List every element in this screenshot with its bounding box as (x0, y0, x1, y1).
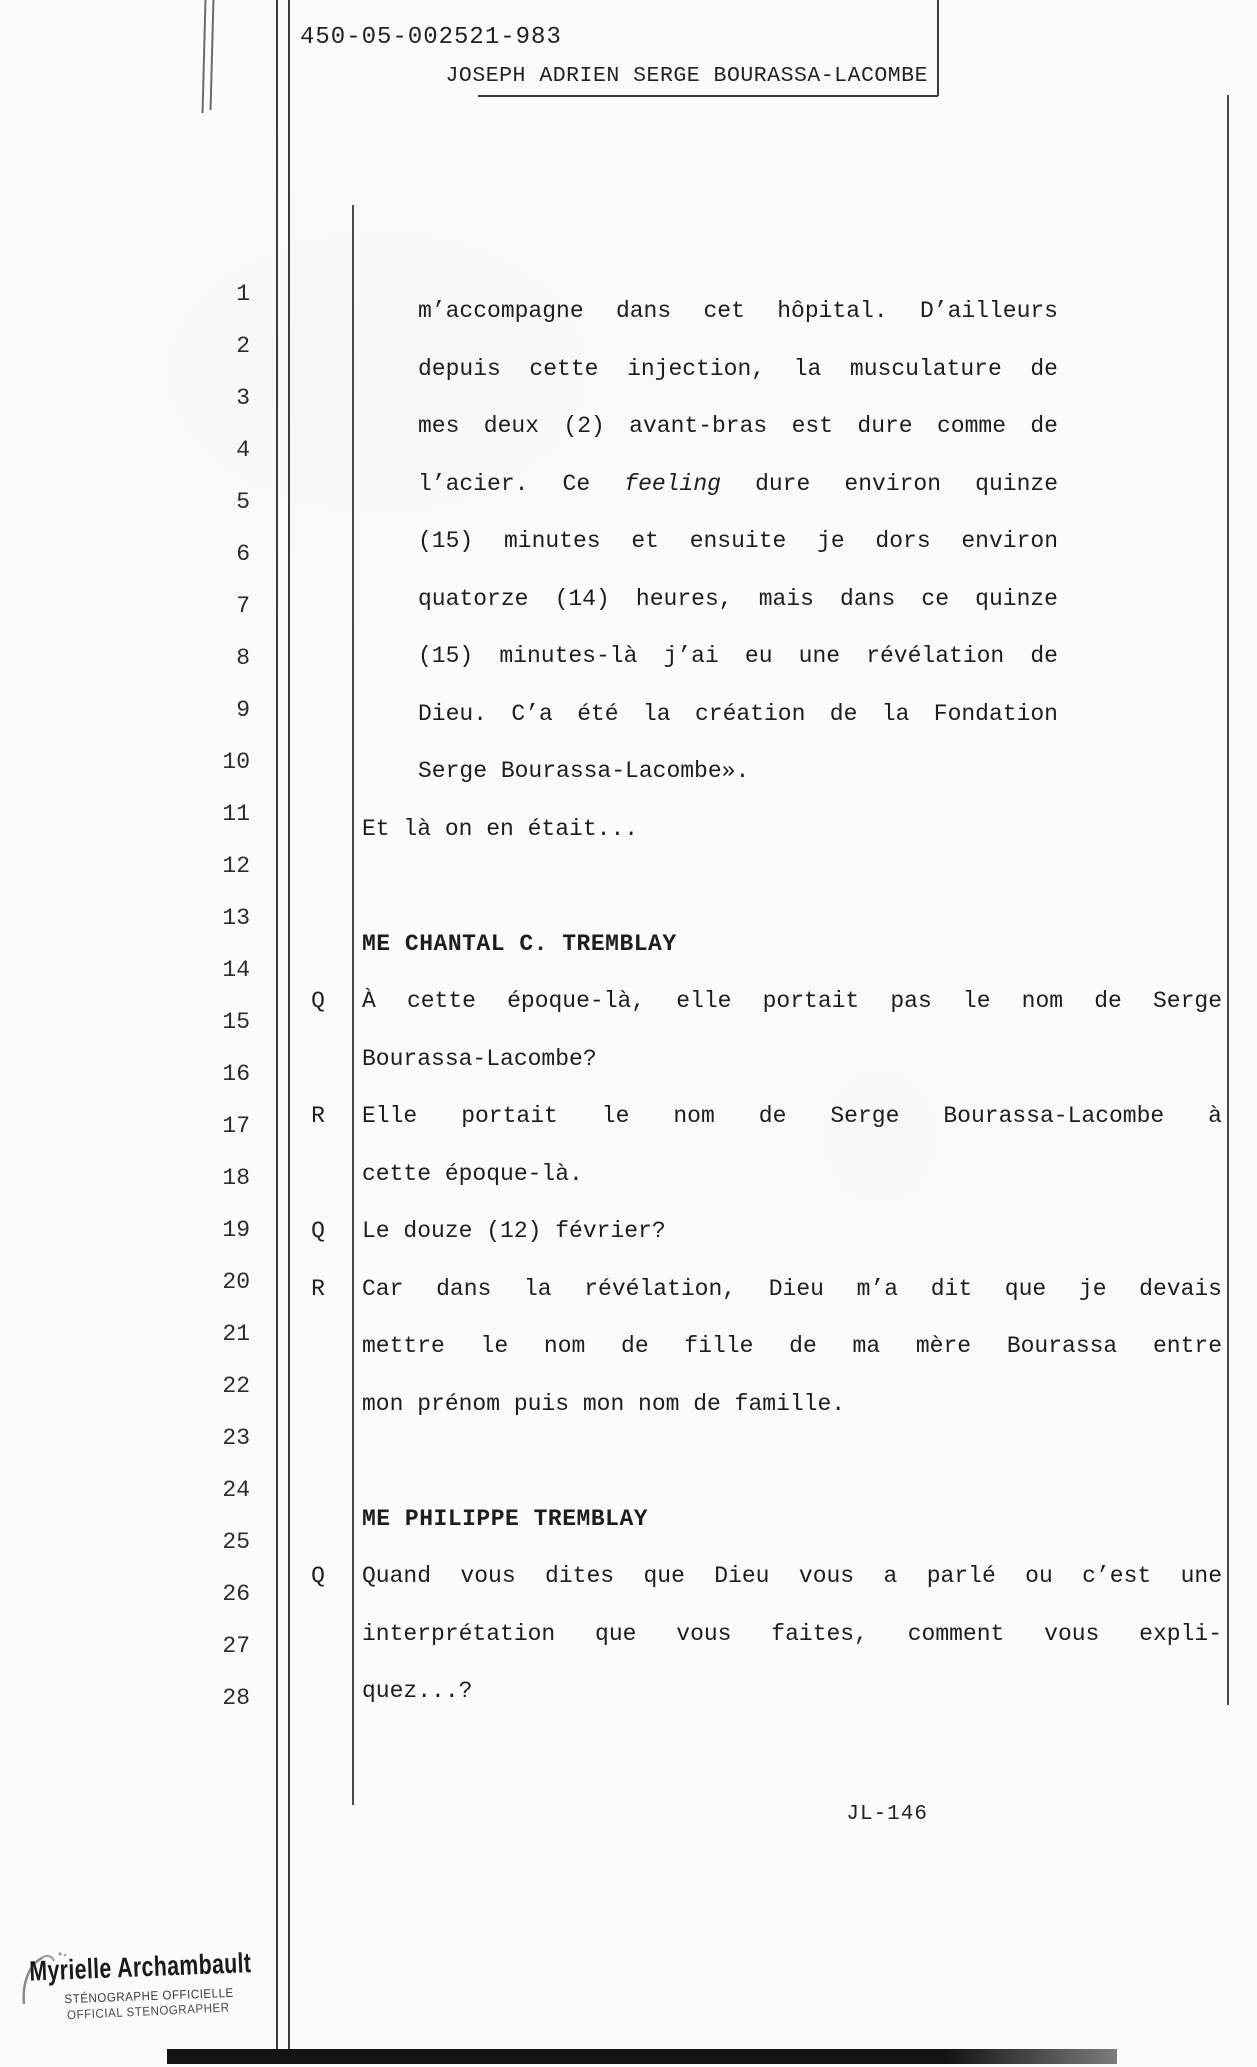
line-number: 21 (222, 1321, 250, 1347)
line-text: Bourassa-Lacombe? (362, 1045, 597, 1072)
transcript-line (0, 1376, 1257, 1434)
line-number: 15 (222, 1009, 250, 1035)
transcript-line (0, 743, 1257, 801)
transcript-line (0, 1031, 1257, 1089)
transcript-line (0, 398, 1257, 456)
transcript-line (0, 686, 1257, 744)
bottom-scan-bar (167, 2049, 1117, 2064)
line-text: quez...? (362, 1678, 473, 1704)
line-number: 14 (222, 957, 250, 983)
transcript-line (0, 1491, 1257, 1549)
page-code: JL-146 (846, 1803, 928, 1826)
line-text: depuis cette injection, la musculature de (418, 355, 1058, 382)
line-number: 22 (222, 1373, 250, 1399)
transcript-line (0, 916, 1257, 974)
header-corner-rule (937, 0, 939, 96)
line-number: 28 (222, 1685, 250, 1711)
transcript-line (0, 1548, 1257, 1606)
transcript-line (0, 283, 1257, 341)
line-text: quatorze (14) heures, mais dans ce quinze (418, 585, 1058, 612)
line-number: 26 (222, 1581, 250, 1607)
stenographer-stamp (29, 1944, 324, 2023)
line-number: 7 (236, 593, 250, 619)
italic-word: feeling (624, 470, 721, 497)
transcript-line (0, 1318, 1257, 1376)
transcript-line (0, 513, 1257, 571)
transcript-line (0, 973, 1257, 1031)
line-text: interprétation que vous faites, comment vous expli- (362, 1620, 1222, 1647)
line-text: Car dans la révélation, Dieu m’a dit que je devais (362, 1275, 1222, 1302)
line-text: (15) minutes-là j’ai eu une révélation de (418, 643, 1058, 669)
line-number: 12 (222, 853, 250, 879)
line-text: cette époque-là. (362, 1160, 583, 1187)
transcript-line (0, 1261, 1257, 1319)
text-segment: dure environ quinze (720, 470, 1058, 497)
speaker-label: Q (311, 988, 325, 1014)
scan-edge-mark (210, 0, 214, 110)
transcript-line (0, 456, 1257, 514)
line-text: mettre le nom de fille de ma mère Bourassa entre (362, 1333, 1222, 1359)
line-number: 3 (236, 385, 250, 411)
line-number: 24 (222, 1477, 250, 1503)
transcript-line (0, 1146, 1257, 1204)
speaker-label: R (311, 1103, 325, 1129)
line-text: Dieu. C’a été la création de la Fondation (418, 700, 1058, 727)
line-number: 2 (236, 333, 250, 359)
transcript-line (0, 1203, 1257, 1261)
transcript-line (0, 628, 1257, 686)
line-number: 25 (222, 1529, 250, 1555)
transcript-line (0, 801, 1257, 859)
header-underline (478, 95, 938, 97)
line-number: 19 (222, 1217, 250, 1243)
transcript-line (0, 1606, 1257, 1664)
case-number: 450-05-002521-983 (300, 24, 562, 51)
transcript-line (0, 1663, 1257, 1721)
line-number: 23 (222, 1425, 250, 1451)
line-number: 13 (222, 905, 250, 931)
line-text: mes deux (2) avant-bras est dure comme de (418, 413, 1058, 439)
deponent-name: JOSEPH ADRIEN SERGE BOURASSA-LACOMBE (445, 64, 928, 88)
line-number: 8 (236, 645, 250, 671)
line-number: 16 (222, 1061, 250, 1087)
line-number: 20 (222, 1269, 250, 1295)
line-number: 10 (222, 749, 250, 775)
line-text: (15) minutes et ensuite je dors environ (418, 528, 1058, 554)
stenographer-title-fr: STÉNOGRAPHE OFFICIELLE (64, 1985, 235, 2007)
line-number: 18 (222, 1165, 250, 1191)
line-number: 4 (236, 437, 250, 463)
speaker-label: Q (311, 1218, 325, 1244)
line-number: 1 (236, 281, 250, 307)
line-number: 9 (236, 697, 250, 723)
text-segment: l’acier. Ce (418, 470, 625, 497)
line-text: Quand vous dites que Dieu vous a parlé ou c’est une (362, 1563, 1222, 1589)
line-text: m’accompagne dans cet hôpital. D’ailleurs (418, 298, 1058, 324)
line-text: Le douze (12) février? (362, 1218, 666, 1244)
scan-edge-mark (202, 0, 206, 113)
stenographer-title-en: OFFICIAL STENOGRAPHER (66, 2000, 230, 2023)
line-number: 17 (222, 1113, 250, 1139)
speaker-label: Q (311, 1563, 325, 1589)
speaker-label: R (311, 1275, 325, 1302)
line-text: À cette époque-là, elle portait pas le nom de Serge (362, 988, 1222, 1014)
line-number: 11 (222, 801, 250, 827)
speaker-heading: ME PHILIPPE TREMBLAY (362, 1505, 649, 1532)
transcript-line (0, 571, 1257, 629)
line-number: 27 (222, 1633, 250, 1659)
line-number: 6 (236, 541, 250, 567)
speaker-heading: ME CHANTAL C. TREMBLAY (362, 930, 677, 957)
line-number: 5 (236, 489, 250, 515)
line-text (418, 456, 1058, 514)
transcript-line (0, 341, 1257, 399)
line-text: Elle portait le nom de Serge Bourassa-Lacombe à (362, 1103, 1222, 1129)
transcript-line (0, 1088, 1257, 1146)
line-text: Serge Bourassa-Lacombe». (418, 758, 750, 784)
line-text: mon prénom puis mon nom de famille. (362, 1390, 846, 1417)
stenographer-name: Myrielle Archambault (28, 1947, 252, 1987)
line-text: Et là on en était... (362, 815, 639, 842)
